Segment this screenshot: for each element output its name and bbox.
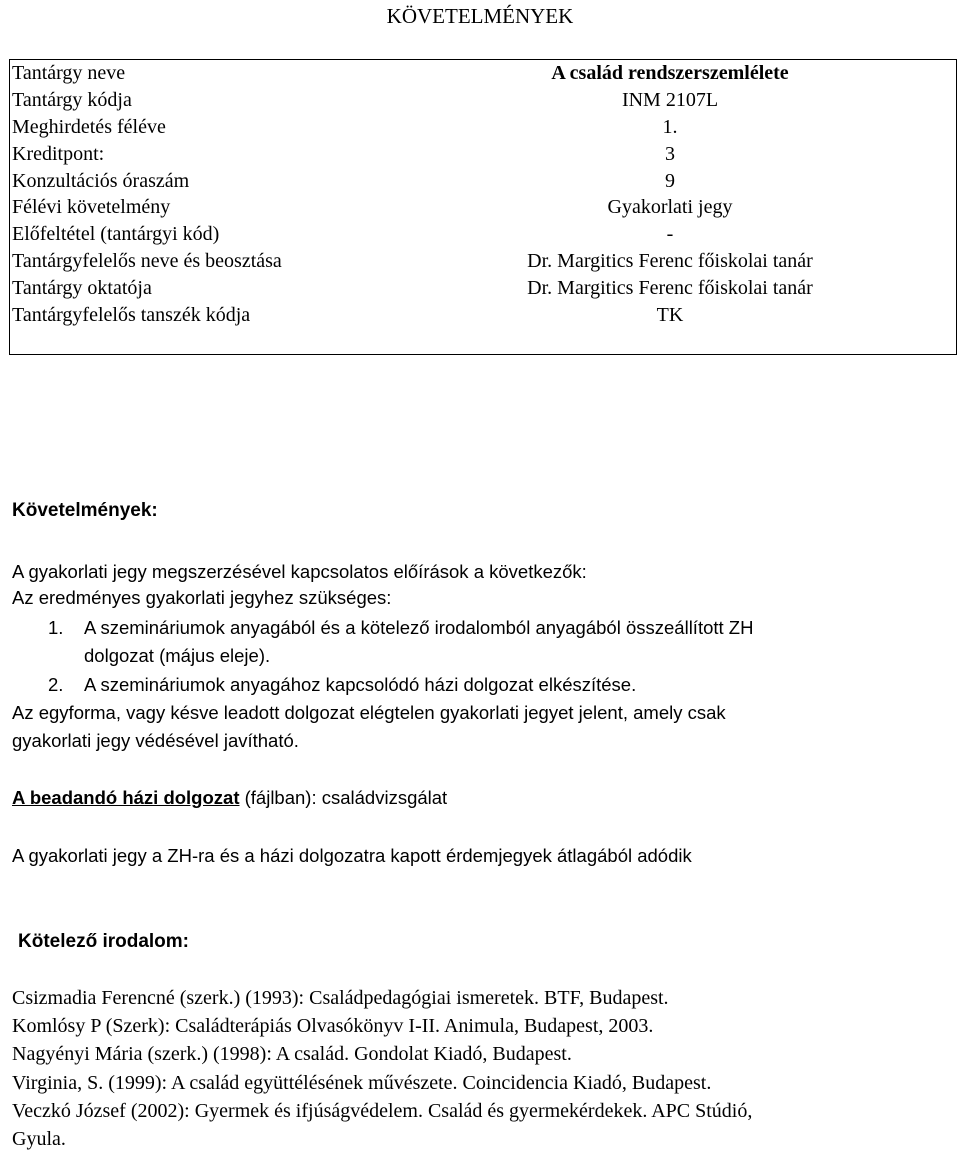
- homework-topic: (fájlban): családvizsgálat: [239, 787, 448, 808]
- literature-item: Csizmadia Ferencné (szerk.) (1993): Családpedagógiai ismeretek. BTF, Budapest.: [12, 987, 669, 1009]
- grade-note: A gyakorlati jegy a ZH-ra és a házi dolgozatra kapott érdemjegyek átlagából adódik: [12, 845, 692, 866]
- literature-heading: Kötelező irodalom:: [18, 931, 190, 952]
- table-row: [10, 248, 956, 275]
- row-label: Tantárgy neve: [12, 62, 126, 85]
- list-item-continuation: dolgozat (május eleje).: [84, 645, 271, 666]
- requirements-heading: Követelmények:: [12, 500, 158, 521]
- homework-label: A beadandó házi dolgozat: [12, 787, 240, 808]
- row-label: Kreditpont:: [12, 142, 105, 165]
- requirements-sub-intro: Az eredményes gyakorlati jegyhez szükséges:: [12, 587, 392, 608]
- table-row: [10, 194, 956, 221]
- row-value: TK: [656, 303, 684, 326]
- row-label: Félévi követelmény: [12, 196, 171, 219]
- row-label: Tantárgy kódja: [12, 89, 132, 112]
- homework-line: [12, 785, 447, 811]
- table-row: [10, 60, 956, 87]
- table-row: [10, 301, 956, 328]
- row-label: Tantárgyfelelős tanszék kódja: [12, 303, 251, 326]
- literature-item: Veczkó József (2002): Gyermek és ifjúságvédelem. Család és gyermekérdekek. APC Stúdió,: [12, 1100, 753, 1122]
- row-label: Tantárgy oktatója: [12, 276, 152, 299]
- table-row: [10, 140, 956, 167]
- literature-item: Gyula.: [12, 1128, 66, 1150]
- list-item-number: 2.: [48, 674, 64, 695]
- list-item-text: A szemináriumok anyagához kapcsolódó házi dolgozat elkészítése.: [84, 674, 637, 695]
- row-label: Konzultációs óraszám: [12, 169, 190, 192]
- row-value: -: [666, 223, 674, 246]
- list-item-number: 1.: [48, 617, 64, 638]
- literature-item: Nagyényi Mária (szerk.) (1998): A család. Gondolat Kiadó, Budapest.: [12, 1043, 572, 1065]
- row-value: Dr. Margitics Ferenc főiskolai tanár: [527, 276, 813, 299]
- row-value: INM 2107L: [621, 89, 719, 112]
- course-info-table: [10, 60, 956, 328]
- requirements-note: Az egyforma, vagy késve leadott dolgozat elégtelen gyakorlati jegyet jelent, amely csak: [12, 702, 726, 723]
- row-value: Dr. Margitics Ferenc főiskolai tanár: [527, 249, 813, 272]
- table-row: [10, 221, 956, 248]
- row-value: Gyakorlati jegy: [607, 196, 733, 219]
- table-row: [10, 114, 956, 141]
- literature-item: Komlósy P (Szerk): Családterápiás Olvasókönyv I-II. Animula, Budapest, 2003.: [12, 1015, 654, 1037]
- table-row: [10, 87, 956, 114]
- table-row: [10, 274, 956, 301]
- document-title: KÖVETELMÉNYEK: [386, 4, 574, 28]
- table-row: [10, 167, 956, 194]
- literature-item: Virginia, S. (1999): A család együttélésének művészete. Coincidencia Kiadó, Budapest.: [12, 1072, 712, 1094]
- row-value: 3: [665, 142, 675, 165]
- row-value: A család rendszerszemlélete: [551, 62, 789, 85]
- list-item-text: A szemináriumok anyagából és a kötelező irodalomból anyagából összeállított ZH: [84, 617, 754, 638]
- requirements-intro: A gyakorlati jegy megszerzésével kapcsolatos előírások a következők:: [12, 561, 587, 582]
- row-value: 9: [665, 169, 675, 192]
- list-item: [48, 615, 753, 641]
- row-value: 1.: [662, 115, 678, 138]
- requirements-note-continued: gyakorlati jegy védésével javítható.: [12, 730, 299, 751]
- row-label: Előfeltétel (tantárgyi kód): [12, 223, 220, 246]
- row-label: Meghirdetés féléve: [12, 115, 166, 138]
- row-label: Tantárgyfelelős neve és beosztása: [12, 249, 282, 272]
- list-item: [48, 672, 636, 698]
